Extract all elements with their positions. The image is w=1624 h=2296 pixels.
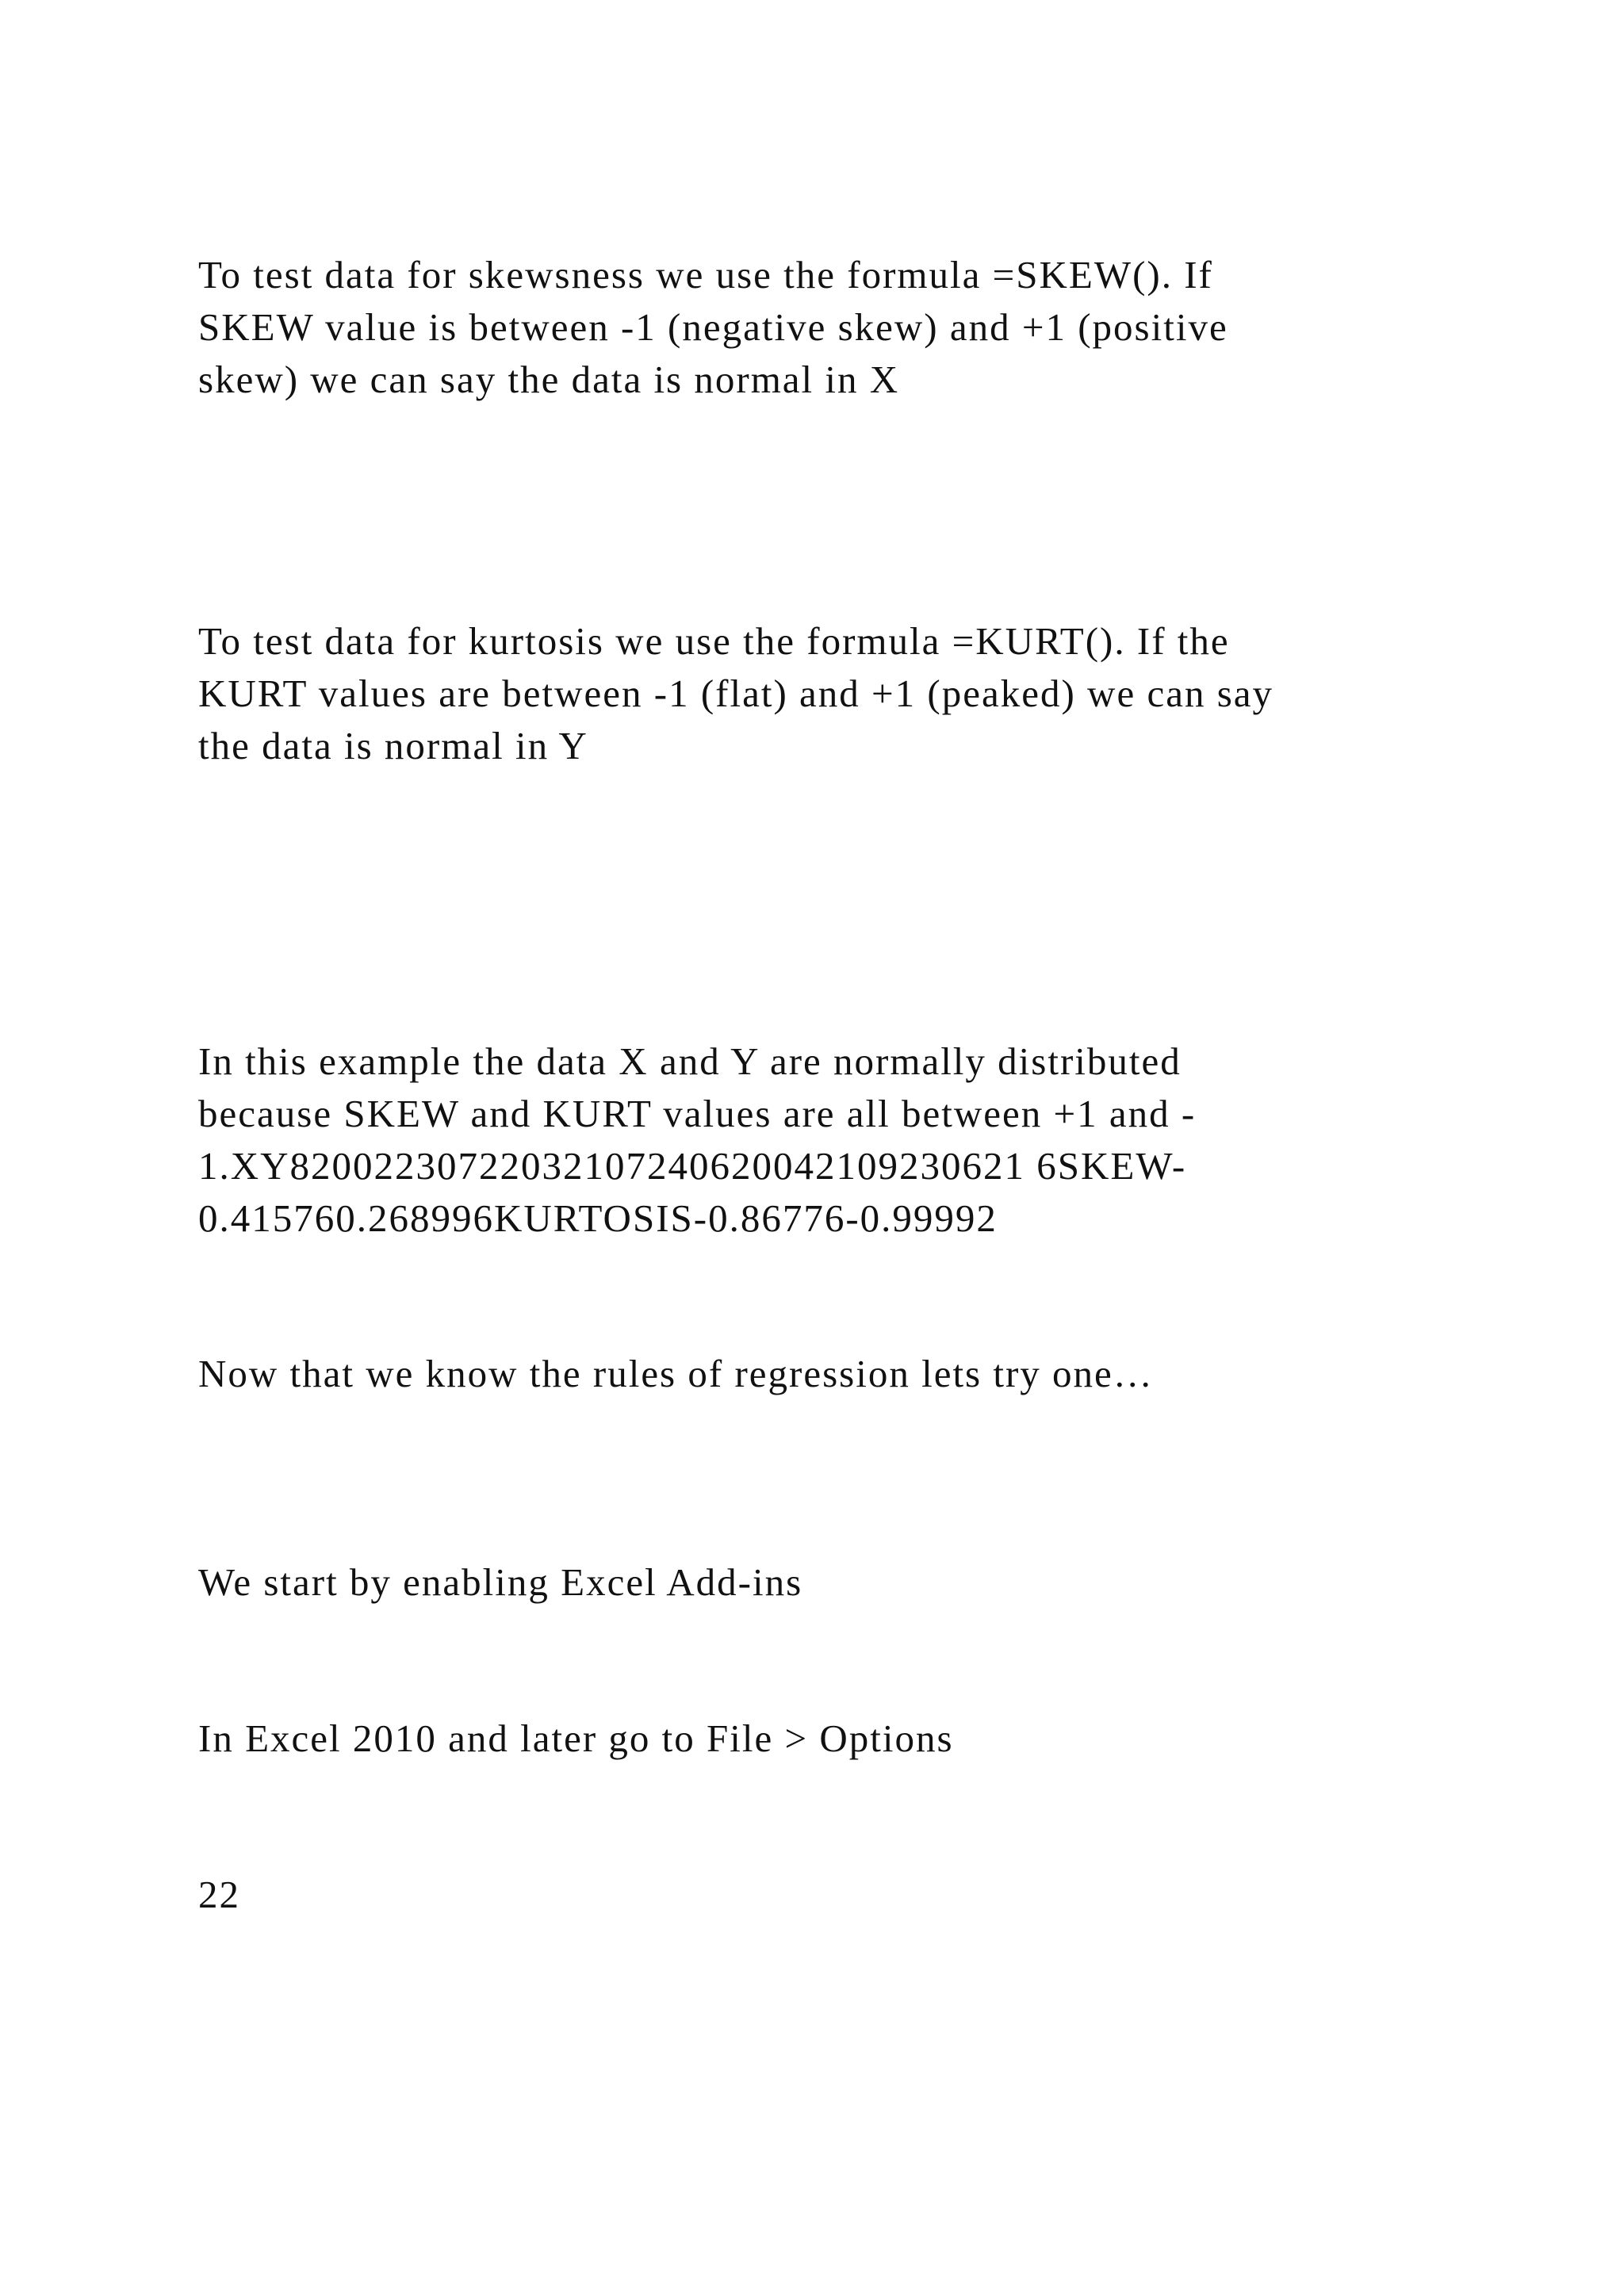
text-line: To test data for kurtosis we use the formula =KURT(). If the: [198, 619, 1230, 663]
paragraph-kurtosis: [198, 615, 1451, 772]
text-line: the data is normal in Y: [198, 724, 588, 767]
text-line: 0.415760.268996KURTOSIS-0.86776-0.99992: [198, 1196, 998, 1240]
paragraph-regression-intro: [198, 1348, 1451, 1400]
page-number: [198, 1869, 1451, 1921]
text-line: SKEW value is between -1 (negative skew) and +1 (positive: [198, 305, 1228, 349]
text-line: In this example the data X and Y are normally distributed: [198, 1039, 1182, 1083]
text-line: skew) we can say the data is normal in X: [198, 358, 900, 401]
paragraph-enable-addins: [198, 1556, 1451, 1609]
paragraph-skewness: [198, 249, 1451, 406]
page-number-text: 22: [198, 1873, 240, 1916]
text-line: In Excel 2010 and later go to File > Options: [198, 1716, 954, 1760]
paragraph-excel-options: [198, 1712, 1451, 1765]
text-line: We start by enabling Excel Add-ins: [198, 1560, 803, 1604]
text-line: 1.XY82002230722032107240620042109230621 6SKEW-: [198, 1144, 1187, 1188]
paragraph-example: [198, 1035, 1451, 1245]
text-line: Now that we know the rules of regression lets try one…: [198, 1352, 1154, 1395]
text-line: To test data for skewsness we use the formula =SKEW(). If: [198, 253, 1213, 297]
text-line: because SKEW and KURT values are all between +1 and -: [198, 1092, 1197, 1135]
text-line: KURT values are between -1 (flat) and +1 (peaked) we can say: [198, 672, 1274, 715]
